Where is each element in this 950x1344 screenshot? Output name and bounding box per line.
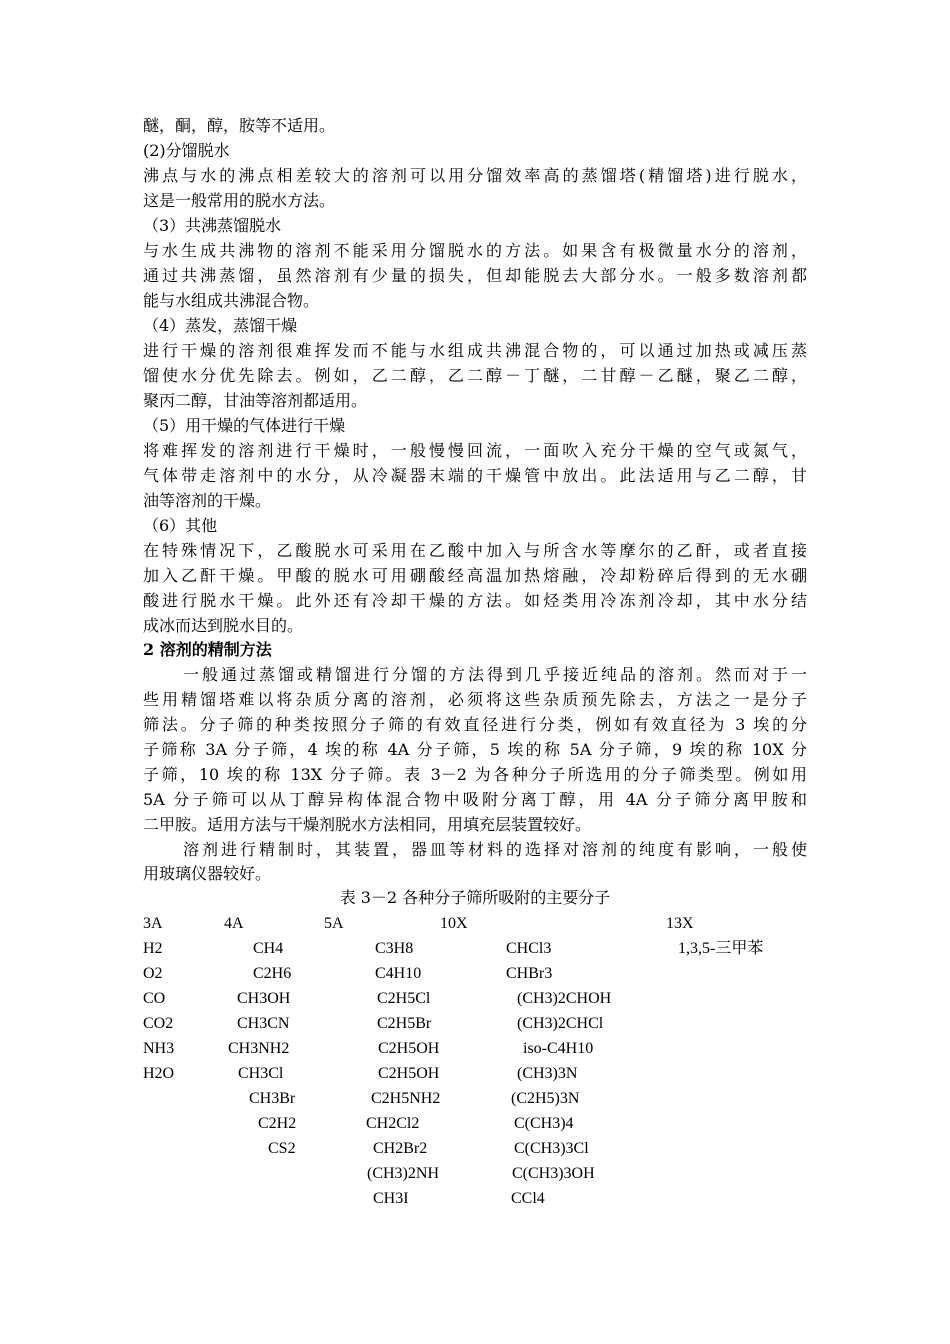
section-heading: (2)分馏脱水 bbox=[143, 141, 230, 160]
text-line: 酸进行脱水干燥。此外还有冷却干燥的方法。如烃类用冷冻剂冷却，其中水分结 bbox=[143, 591, 807, 610]
text-line: 子筛，10 埃的称 13X 分子筛。表 3－2 为各种分子所选用的分子筛类型。例如用 bbox=[143, 765, 807, 784]
table-cell: (CH3)2CHCl bbox=[517, 1015, 604, 1032]
table-cell: C2H5OH bbox=[378, 1065, 440, 1082]
text-line: 能与水组成共沸混合物。 bbox=[143, 291, 320, 310]
table-cell: CHBr3 bbox=[506, 965, 553, 982]
text-line: 油等溶剂的干燥。 bbox=[143, 491, 272, 510]
table-cell: C2H2 bbox=[258, 1115, 297, 1132]
table-header: 13X bbox=[666, 915, 694, 932]
table-cell: CCl4 bbox=[511, 1190, 545, 1207]
table-header: 10X bbox=[440, 915, 468, 932]
table-header: 4A bbox=[224, 915, 244, 932]
section-heading: （6）其他 bbox=[143, 516, 218, 535]
text-line: 5A 分子筛可以从丁醇异构体混合物中吸附分离丁醇，用 4A 分子筛分离甲胺和 bbox=[143, 790, 807, 809]
table-cell: CH3OH bbox=[237, 990, 291, 1007]
table-cell: CH2Cl2 bbox=[366, 1115, 420, 1132]
table-cell: C3H8 bbox=[375, 940, 414, 957]
table-cell: CH3Cl bbox=[238, 1065, 284, 1082]
text-line: 将难挥发的溶剂进行干燥时，一般慢慢回流，一面吹入充分干燥的空气或氮气， bbox=[143, 441, 807, 460]
table-cell: (CH3)3N bbox=[517, 1065, 578, 1082]
section-heading: （3）共沸蒸馏脱水 bbox=[143, 216, 282, 235]
table-cell: (CH3)2NH bbox=[367, 1165, 439, 1182]
table-cell: NH3 bbox=[143, 1040, 175, 1057]
table-cell: CO2 bbox=[143, 1015, 174, 1032]
text-line: 通过共沸蒸馏，虽然溶剂有少量的损失，但却能脱去大部分水。一般多数溶剂都 bbox=[143, 266, 807, 285]
table-header: 5A bbox=[324, 915, 344, 932]
text-line: 筛法。分子筛的种类按照分子筛的有效直径进行分类，例如有效直径为 3 埃的分 bbox=[143, 715, 807, 734]
table-cell: C(CH3)4 bbox=[514, 1115, 574, 1132]
section-heading: （5）用干燥的气体进行干燥 bbox=[143, 416, 346, 435]
text-line: 二甲胺。适用方法与干燥剂脱水方法相同，用填充层装置较好。 bbox=[143, 815, 592, 834]
table-cell: CH4 bbox=[253, 940, 284, 957]
table-cell: CH3Br bbox=[249, 1090, 296, 1107]
section-heading: 2 溶剂的精制方法 bbox=[143, 640, 272, 659]
table-cell: C2H5Cl bbox=[377, 990, 431, 1007]
text-line: 些用精馏塔难以将杂质分离的溶剂，必须将这些杂质预先除去，方法之一是分子 bbox=[143, 690, 807, 709]
table-cell: (C2H5)3N bbox=[511, 1090, 580, 1107]
text-line: 溶剂进行精制时，其装置，器皿等材料的选择对溶剂的纯度有影响，一般使 bbox=[183, 840, 807, 859]
text-line: 沸点与水的沸点相差较大的溶剂可以用分馏效率高的蒸馏塔(精馏塔)进行脱水， bbox=[143, 166, 807, 185]
table-cell: iso-C4H10 bbox=[523, 1040, 594, 1057]
table-cell: 1,3,5-三甲苯 bbox=[678, 940, 764, 957]
table-cell: CHCl3 bbox=[506, 940, 552, 957]
table-cell: O2 bbox=[143, 965, 163, 982]
text-line: 子筛称 3A 分子筛，4 埃的称 4A 分子筛，5 埃的称 5A 分子筛，9 埃的称 10X 分 bbox=[143, 740, 807, 759]
table-cell: C2H6 bbox=[253, 965, 292, 982]
text-line: 与水生成共沸物的溶剂不能采用分馏脱水的方法。如果含有极微量水分的溶剂， bbox=[143, 241, 807, 260]
table-cell: CH3I bbox=[373, 1190, 409, 1207]
table-cell: (CH3)2CHOH bbox=[517, 990, 612, 1007]
table-cell: H2O bbox=[143, 1065, 175, 1082]
table-cell: CH2Br2 bbox=[373, 1140, 428, 1157]
text-line: 用玻璃仪器较好。 bbox=[143, 864, 272, 883]
text-line: 一般通过蒸馏或精馏进行分馏的方法得到几乎接近纯品的溶剂。然而对于一 bbox=[183, 665, 807, 684]
text-line: 成冰而达到脱水目的。 bbox=[143, 616, 304, 635]
table-cell: C2H5OH bbox=[378, 1040, 440, 1057]
table-cell: C(CH3)3OH bbox=[512, 1165, 595, 1182]
table-cell: CH3NH2 bbox=[228, 1040, 290, 1057]
text-line: 醚，酮，醇，胺等不适用。 bbox=[143, 116, 336, 135]
text-line: 聚丙二醇，甘油等溶剂都适用。 bbox=[143, 391, 368, 410]
table-cell: C4H10 bbox=[375, 965, 422, 982]
table-cell: CH3CN bbox=[237, 1015, 290, 1032]
text-line: 这是一般常用的脱水方法。 bbox=[143, 191, 336, 210]
text-line: 在特殊情况下，乙酸脱水可采用在乙酸中加入与所含水等摩尔的乙酐，或者直接 bbox=[143, 541, 807, 560]
table-cell: C(CH3)3Cl bbox=[514, 1140, 589, 1157]
table-cell: C2H5NH2 bbox=[371, 1090, 441, 1107]
table-header: 3A bbox=[143, 915, 163, 932]
text-line: 馏使水分优先除去。例如，乙二醇，乙二醇－丁醚，二甘醇－乙醚，聚乙二醇， bbox=[143, 366, 807, 385]
section-heading: （4）蒸发，蒸馏干燥 bbox=[143, 316, 298, 335]
table-cell: CS2 bbox=[268, 1140, 296, 1157]
table-cell: C2H5Br bbox=[377, 1015, 432, 1032]
table-cell: CO bbox=[143, 990, 166, 1007]
table-caption: 表 3－2 各种分子筛所吸附的主要分子 bbox=[339, 888, 611, 907]
table-cell: H2 bbox=[143, 940, 163, 957]
text-line: 进行干燥的溶剂很难挥发而不能与水组成共沸混合物的，可以通过加热或减压蒸 bbox=[143, 341, 807, 360]
text-line: 气体带走溶剂中的水分，从冷凝器末端的干燥管中放出。此法适用与乙二醇，甘 bbox=[143, 466, 807, 485]
text-line: 加入乙酐干燥。甲酸的脱水可用硼酸经高温加热熔融，冷却粉碎后得到的无水硼 bbox=[143, 566, 807, 585]
